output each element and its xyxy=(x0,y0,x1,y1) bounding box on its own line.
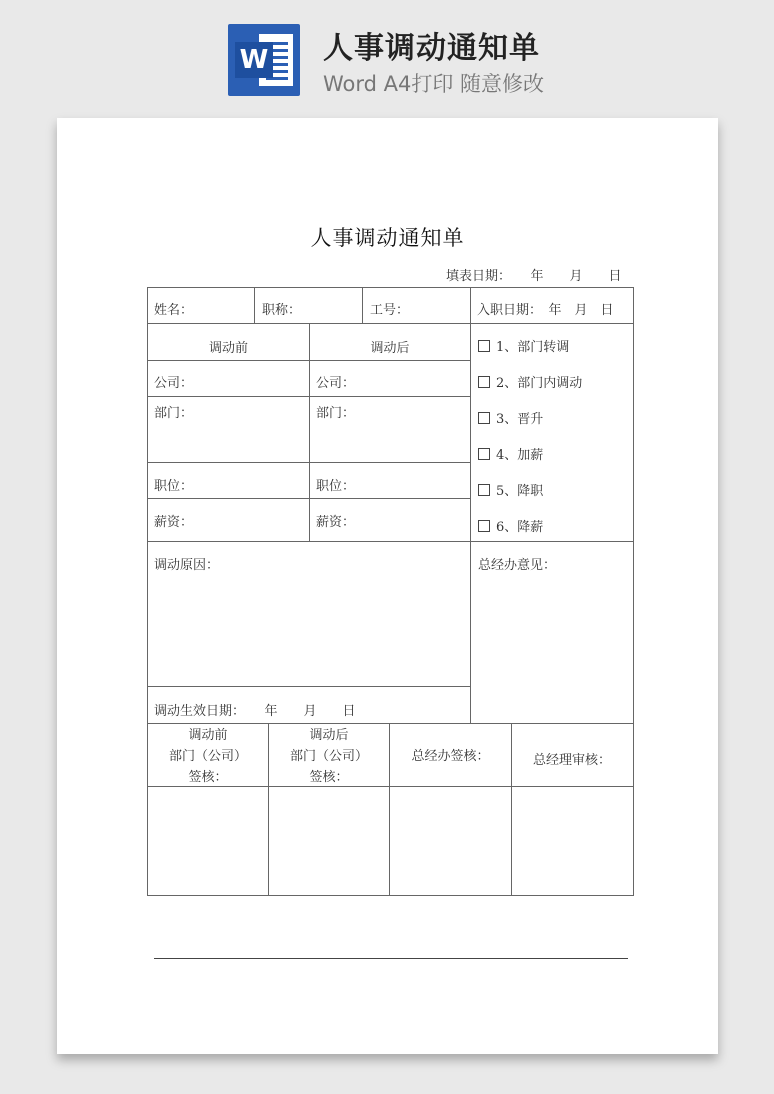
document-title: 人事调动通知单 xyxy=(310,226,465,250)
gm-office-signoff-label: 总经办签核： xyxy=(411,749,490,764)
after-company-label: 公司： xyxy=(316,376,356,391)
checkbox-icon[interactable] xyxy=(478,376,490,388)
gm-review-label: 总经理审核： xyxy=(532,753,611,768)
document-page xyxy=(57,118,718,1054)
employee-id-label: 工号： xyxy=(370,303,410,318)
name-label: 姓名： xyxy=(154,303,194,318)
header-subtitle: Word A4打印 随意修改 xyxy=(323,72,545,96)
option-promotion[interactable]: 3、晋升 xyxy=(478,411,543,429)
after-dept-signoff-label: 调动后 部门（公司） 签核： xyxy=(289,728,368,785)
before-dept-signoff-label: 调动前 部门（公司） 签核： xyxy=(168,728,247,785)
after-job-label: 职位： xyxy=(316,479,356,494)
before-department-label: 部门： xyxy=(154,406,194,421)
after-header: 调动后 xyxy=(370,341,410,356)
gm-office-opinion-label: 总经办意见： xyxy=(478,558,557,573)
footer-divider xyxy=(154,958,628,959)
entry-date-label: 入职日期： 年 月 日 xyxy=(477,303,614,318)
checkbox-icon[interactable] xyxy=(478,412,490,424)
before-company-label: 公司： xyxy=(154,376,194,391)
word-icon xyxy=(228,24,300,96)
option-transfer-dept[interactable]: 1、部门转调 xyxy=(478,339,569,357)
title-label: 职称： xyxy=(262,303,302,318)
word-icon-letter: W xyxy=(235,42,273,78)
checkbox-icon[interactable] xyxy=(478,484,490,496)
before-header: 调动前 xyxy=(208,341,248,356)
template-header xyxy=(0,0,774,110)
option-raise[interactable]: 4、加薪 xyxy=(478,447,543,465)
header-title: 人事调动通知单 xyxy=(323,31,540,66)
option-pay-cut[interactable]: 6、降薪 xyxy=(478,519,543,537)
before-job-label: 职位： xyxy=(154,479,194,494)
checkbox-icon[interactable] xyxy=(478,340,490,352)
fill-date: 填表日期： 年 月 日 xyxy=(446,269,622,284)
checkbox-icon[interactable] xyxy=(478,448,490,460)
before-salary-label: 薪资： xyxy=(154,515,194,530)
checkbox-icon[interactable] xyxy=(478,520,490,532)
effective-date-label: 调动生效日期： 年 月 日 xyxy=(154,704,356,719)
option-demotion[interactable]: 5、降职 xyxy=(478,483,543,501)
reason-label: 调动原因： xyxy=(154,558,220,573)
after-salary-label: 薪资： xyxy=(316,515,356,530)
after-department-label: 部门： xyxy=(316,406,356,421)
option-internal-transfer[interactable]: 2、部门内调动 xyxy=(478,375,582,393)
